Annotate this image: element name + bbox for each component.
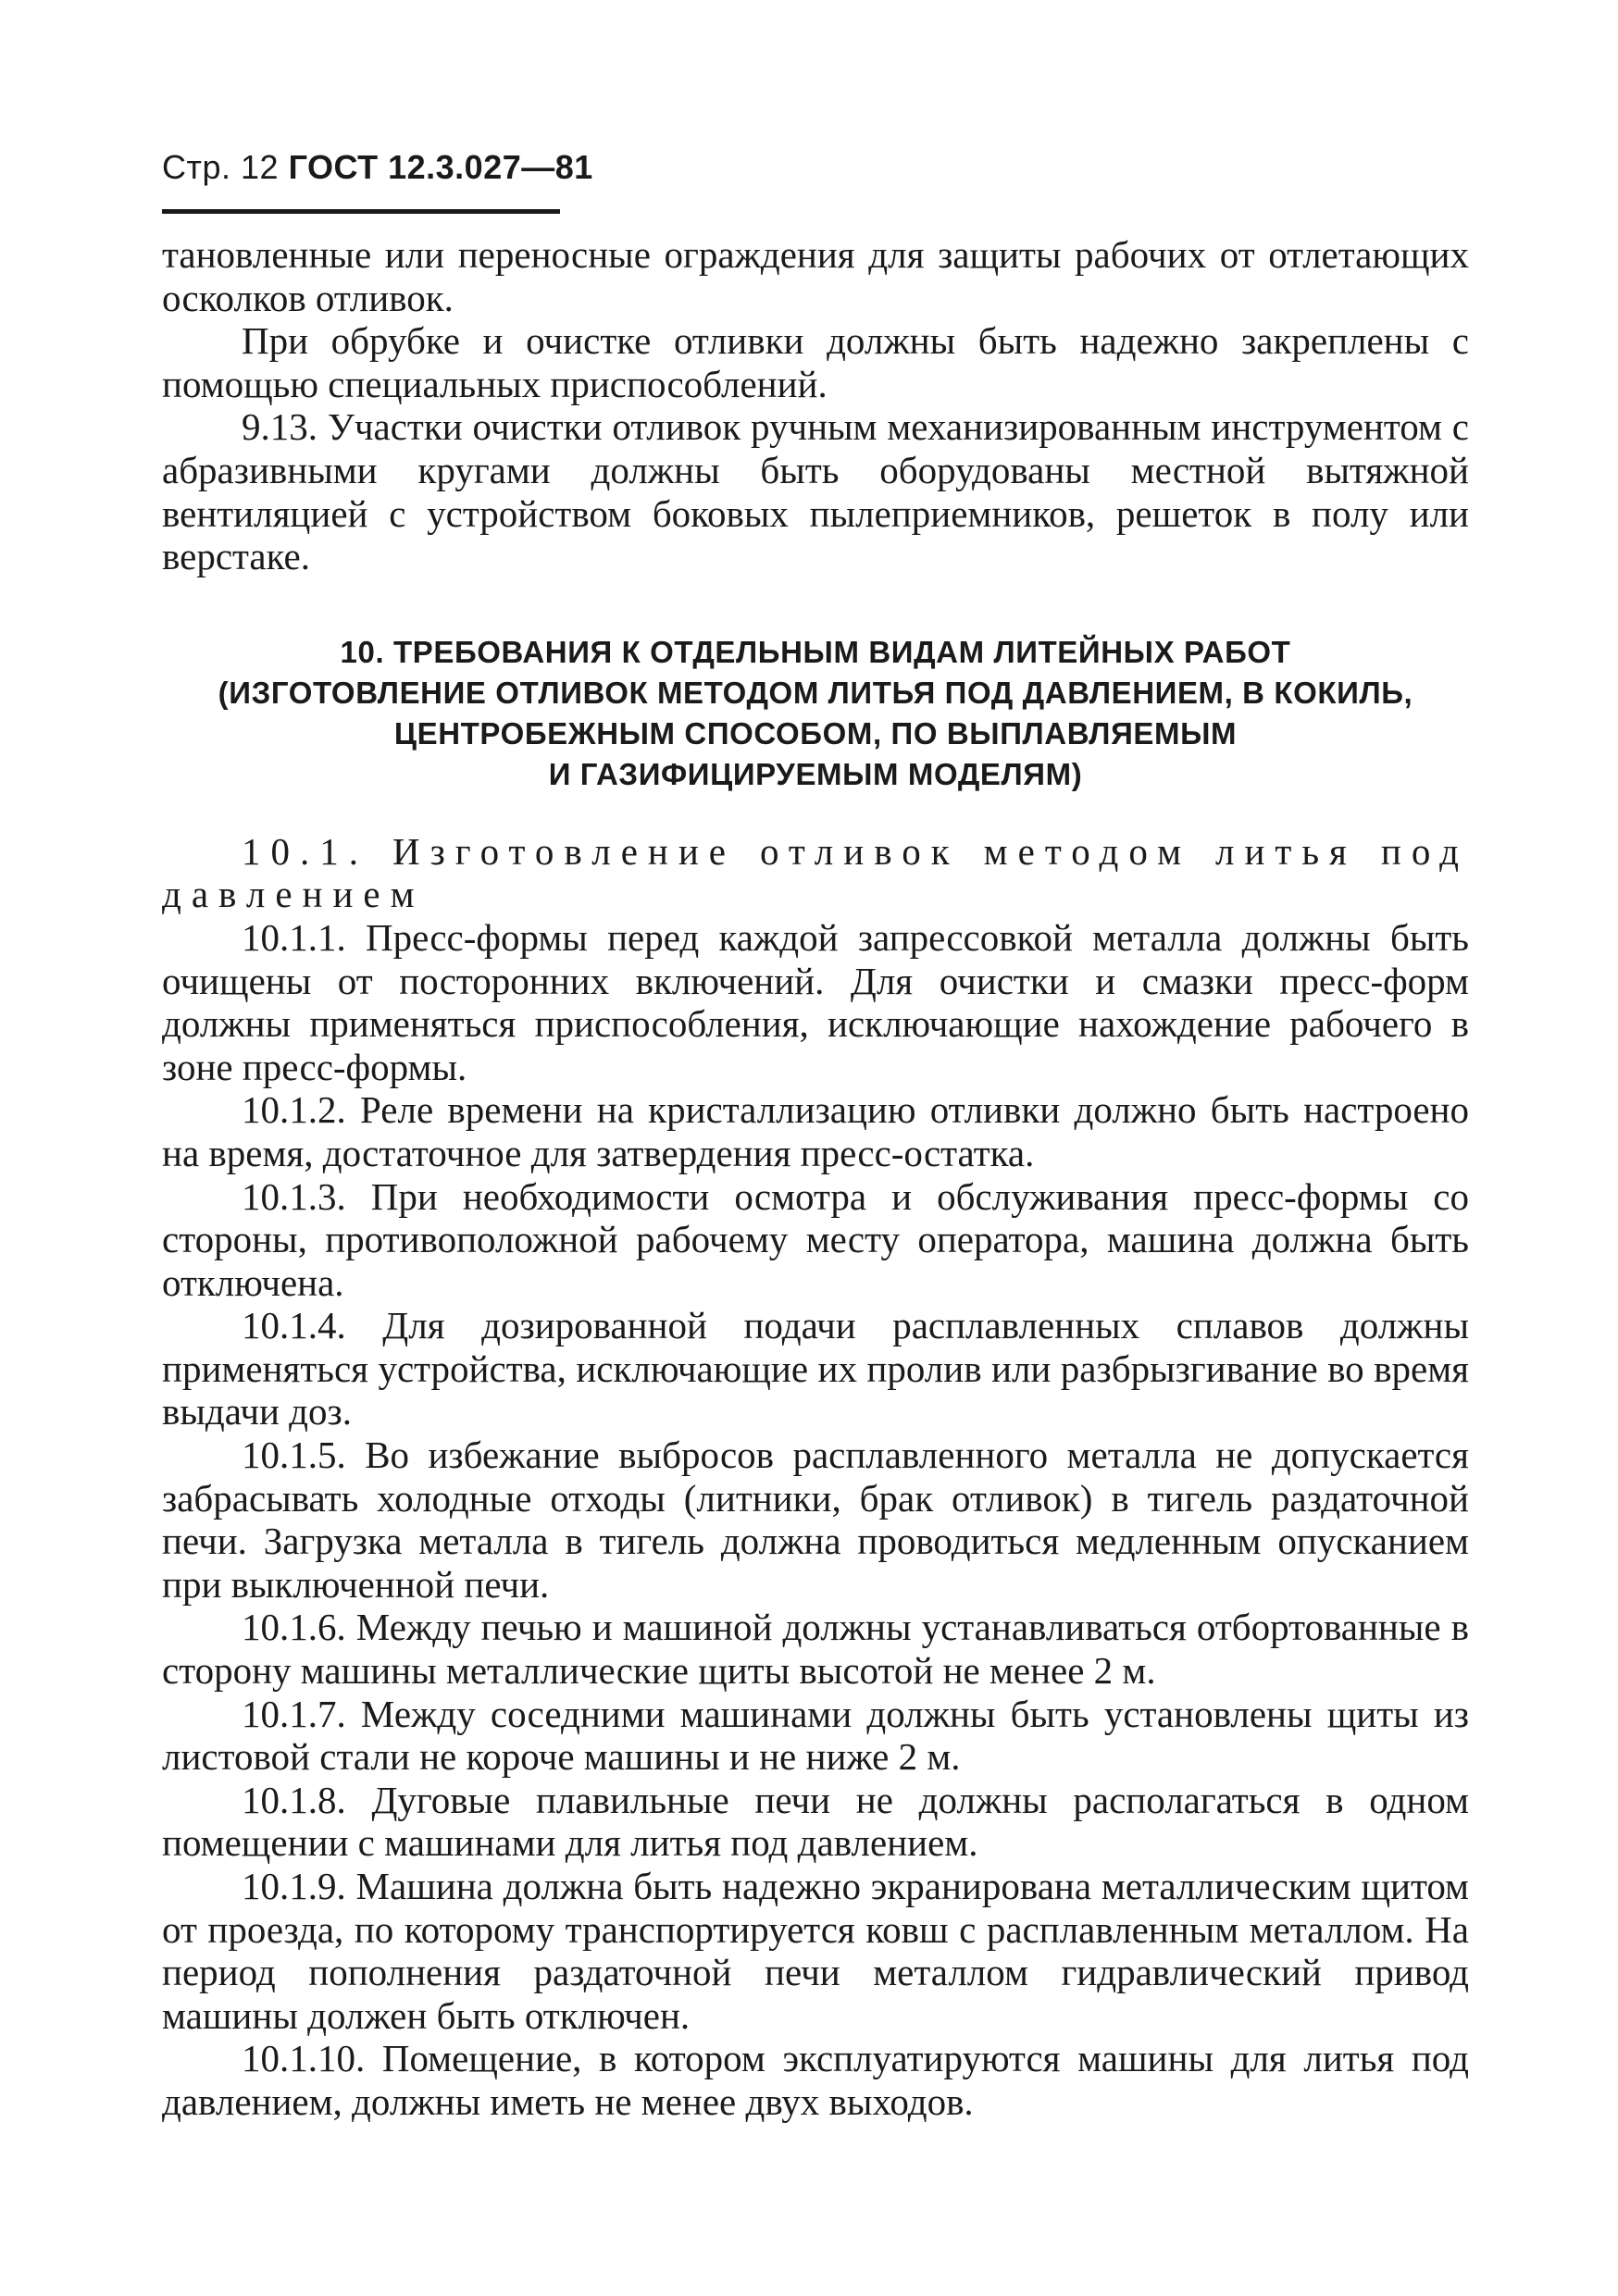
section-heading-line: И ГАЗИФИЦИРУЕМЫМ МОДЕЛЯМ) bbox=[548, 756, 1083, 791]
clause-10-1-3: 10.1.3. При необходимости осмотра и обслуживания пресс-формы со стороны, противоположной рабочему месту оператора, машина должна быть отключена. bbox=[162, 1174, 1469, 1304]
clause-10-1-9: 10.1.9. Машина должна быть надежно экранирована металлическим щитом от проезда, по которому транспортируется ковш с расплавленным металлом. На период пополнения раздаточной печи металлом гидравлический привод машины должен быть отключен. bbox=[162, 1865, 1469, 2037]
section-10-heading bbox=[162, 632, 1469, 795]
clause-10-1-2: 10.1.2. Реле времени на кристаллизацию отливки должно быть настроено на время, достаточное для затвердения пресс-остатка. bbox=[162, 1088, 1469, 1174]
paragraph: При обрубке и очистке отливки должны быть надежно закреплены с помощью специальных приспособлений. bbox=[162, 319, 1469, 405]
page-header bbox=[162, 148, 593, 187]
clause-10-1-10: 10.1.10. Помещение, в котором эксплуатируются машины для литья под давлением, должны иметь не менее двух выходов. bbox=[162, 2037, 1469, 2123]
subsection-10-1-heading: 10.1. Изготовление отливок методом литья под давлением bbox=[162, 829, 1469, 916]
document-body bbox=[162, 233, 1469, 2124]
section-heading-line: (ИЗГОТОВЛЕНИЕ ОТЛИВОК МЕТОДОМ ЛИТЬЯ ПОД ДАВЛЕНИЕМ, В КОКИЛЬ, bbox=[218, 675, 1413, 710]
standard-code: ГОСТ 12.3.027—81 bbox=[288, 148, 593, 186]
header-rule bbox=[162, 209, 560, 214]
clause-10-1-5: 10.1.5. Во избежание выбросов расплавленного металла не допускается забрасывать холодные отходы (литники, брак отливок) в тигель раздаточной печи. Загрузка металла в тигель должна проводиться медленным опусканием при выключенной печи. bbox=[162, 1433, 1469, 1606]
page-number-label: Стр. 12 bbox=[162, 148, 280, 186]
section-heading-line: ЦЕНТРОБЕЖНЫМ СПОСОБОМ, ПО ВЫПЛАВЛЯЕМЫМ bbox=[393, 715, 1238, 751]
clause-10-1-4: 10.1.4. Для дозированной подачи расплавленных сплавов должны применяться устройства, исключающие их пролив или разбрызгивание во время выдачи доз. bbox=[162, 1304, 1469, 1433]
clause-10-1-7: 10.1.7. Между соседними машинами должны быть установлены щиты из листовой стали не короче машины и не ниже 2 м. bbox=[162, 1692, 1469, 1779]
clause-10-1-6: 10.1.6. Между печью и машиной должны устанавливаться отбортованные в сторону машины металлические щиты высотой не менее 2 м. bbox=[162, 1606, 1469, 1693]
clause-9-13: 9.13. Участки очистки отливок ручным механизированным инструментом с абразивными кругами должны быть оборудованы местной вытяжной вентиляцией с устройством боковых пылеприемников, решеток в полу или верстаке. bbox=[162, 405, 1469, 578]
clause-10-1-1: 10.1.1. Пресс-формы перед каждой запрессовкой металла должны быть очищены от посторонних включений. Для очистки и смазки пресс-форм должны применяться приспособления, исключающие нахождение рабочего в зоне пресс-формы. bbox=[162, 915, 1469, 1088]
clause-10-1-8: 10.1.8. Дуговые плавильные печи не должны располагаться в одном помещении с машинами для литья под давлением. bbox=[162, 1778, 1469, 1865]
paragraph-continuation: тановленные или переносные ограждения для защиты рабочих от отлетающих осколков отливок. bbox=[162, 233, 1469, 319]
section-heading-line: 10. ТРЕБОВАНИЯ К ОТДЕЛЬНЫМ ВИДАМ ЛИТЕЙНЫХ РАБОТ bbox=[340, 634, 1291, 669]
